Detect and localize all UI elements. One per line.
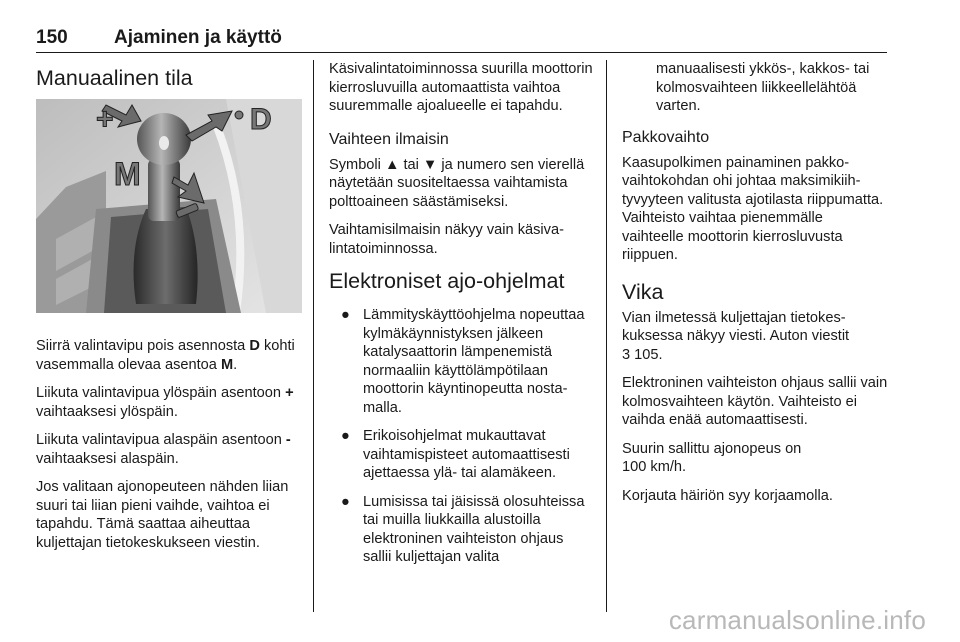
column-left [36, 60, 302, 562]
chapter-title: Ajaminen ja käyttö [114, 27, 282, 48]
page-reference[interactable]: 105. [630, 346, 663, 363]
bullet-icon: ● [341, 493, 350, 510]
program-list [329, 306, 593, 567]
instruction-paragraph: Liikuta valintavipua alaspäin asentoon - vaihtaaksesi alaspäin. [36, 432, 291, 467]
list-item: ● Erikoisohjelmat mukauttavat vaihtamispisteet automaattisesti ajettaessa ylä- tai alamäkeen. [341, 428, 570, 481]
watermark: carmanualsonline.info [668, 605, 926, 635]
gear-selector-figure [36, 99, 302, 313]
body-paragraph: Elektroninen vaihteiston ohjaus sallii vain kolmosvaihteen käytön. Vaihteisto ei vaihda enää automaattisesti. [622, 375, 888, 428]
column-divider [606, 60, 607, 612]
section-title: Manuaalinen tila [36, 66, 193, 90]
m-label: M [114, 156, 141, 192]
bullet-icon: ● [341, 307, 350, 323]
column-right [622, 60, 888, 515]
list-item: ● Lumisissa tai jäisissä olosuhteissa tai muilla liukkailla alustoilla elektroninen vaihteiston ohjaus sallii kuljettajan valita [341, 493, 585, 565]
page-header [36, 26, 887, 53]
subheading-gear-indicator: Vaihteen ilmaisin [329, 130, 449, 148]
body-paragraph: Symboli ▲ tai ▼ ja numero sen vierellä näytetään suositeltaessa vaihtamista polttoaineen säästämiseksi. [329, 156, 585, 210]
body-paragraph: Käsivalintatoiminnossa suurilla moottorin kierrosluvuilla automaattista vaihtoa suuremmalle ajoalueelle ei tapahdu. [329, 61, 593, 114]
page-number: 150 [36, 27, 68, 48]
body-paragraph: Kaasupolkimen painaminen pakkovaihtokohdan ohi johtaa maksimikiihtyvyyteen valitusta ajotilasta riippumatta. Vaihteisto vaihtaa pienemmälle vaihteelle moottorin kierrosluvusta riippuen. [622, 154, 884, 263]
body-paragraph: Suurin sallittu ajonopeus on 100 km/h. [622, 440, 802, 475]
body-paragraph: Jos valitaan ajonopeuteen nähden liian suuri tai liian pieni vaihde, vaihtoa ei tapahdu. Tämä saattaa aiheuttaa kuljettajan tietokeskukseen viestin. [36, 479, 289, 551]
reference-arrow-icon: 3 [622, 346, 631, 363]
instruction-paragraph: Liikuta valintavipua ylöspäin asentoon + vaihtaaksesi ylöspäin. [36, 385, 294, 420]
column-middle [329, 60, 593, 577]
subheading-kickdown: Pakkovaihto [622, 128, 710, 146]
instruction-paragraph: Siirrä valintavipu pois asennosta D kohti vasemmalla olevaa asentoa M. [36, 338, 295, 373]
d-label: D [250, 103, 272, 136]
plus-label: + [96, 103, 114, 136]
section-heading-fault: Vika [622, 279, 664, 304]
list-item: ● Lämmityskäyttöohjelma nopeuttaa kylmäkäynnistyksen jälkeen katalysaattorin lämpenemistä normaaliin käyttölämpötilaan moottorin käyntinopeutta nostamalla. [341, 307, 585, 416]
gear-lever-illustration [36, 99, 302, 313]
section-heading-programs: Elektroniset ajo-ohjelmat [329, 269, 565, 293]
list-continuation: manuaalisesti ykkös-, kakkos- tai kolmosvaihteen liikkeellelähtöä varten. [656, 61, 870, 114]
body-paragraph: Korjauta häiriön syy korjaamolla. [622, 487, 833, 504]
body-paragraph: Vian ilmetessä kuljettajan tietokeskuksessa näkyy viesti. Auton viestit 3 105. [622, 309, 850, 363]
bullet-icon: ● [341, 428, 350, 444]
body-paragraph: Vaihtamisilmaisin näkyy vain käsivalintatoiminnossa. [329, 222, 564, 257]
column-divider [313, 60, 314, 612]
